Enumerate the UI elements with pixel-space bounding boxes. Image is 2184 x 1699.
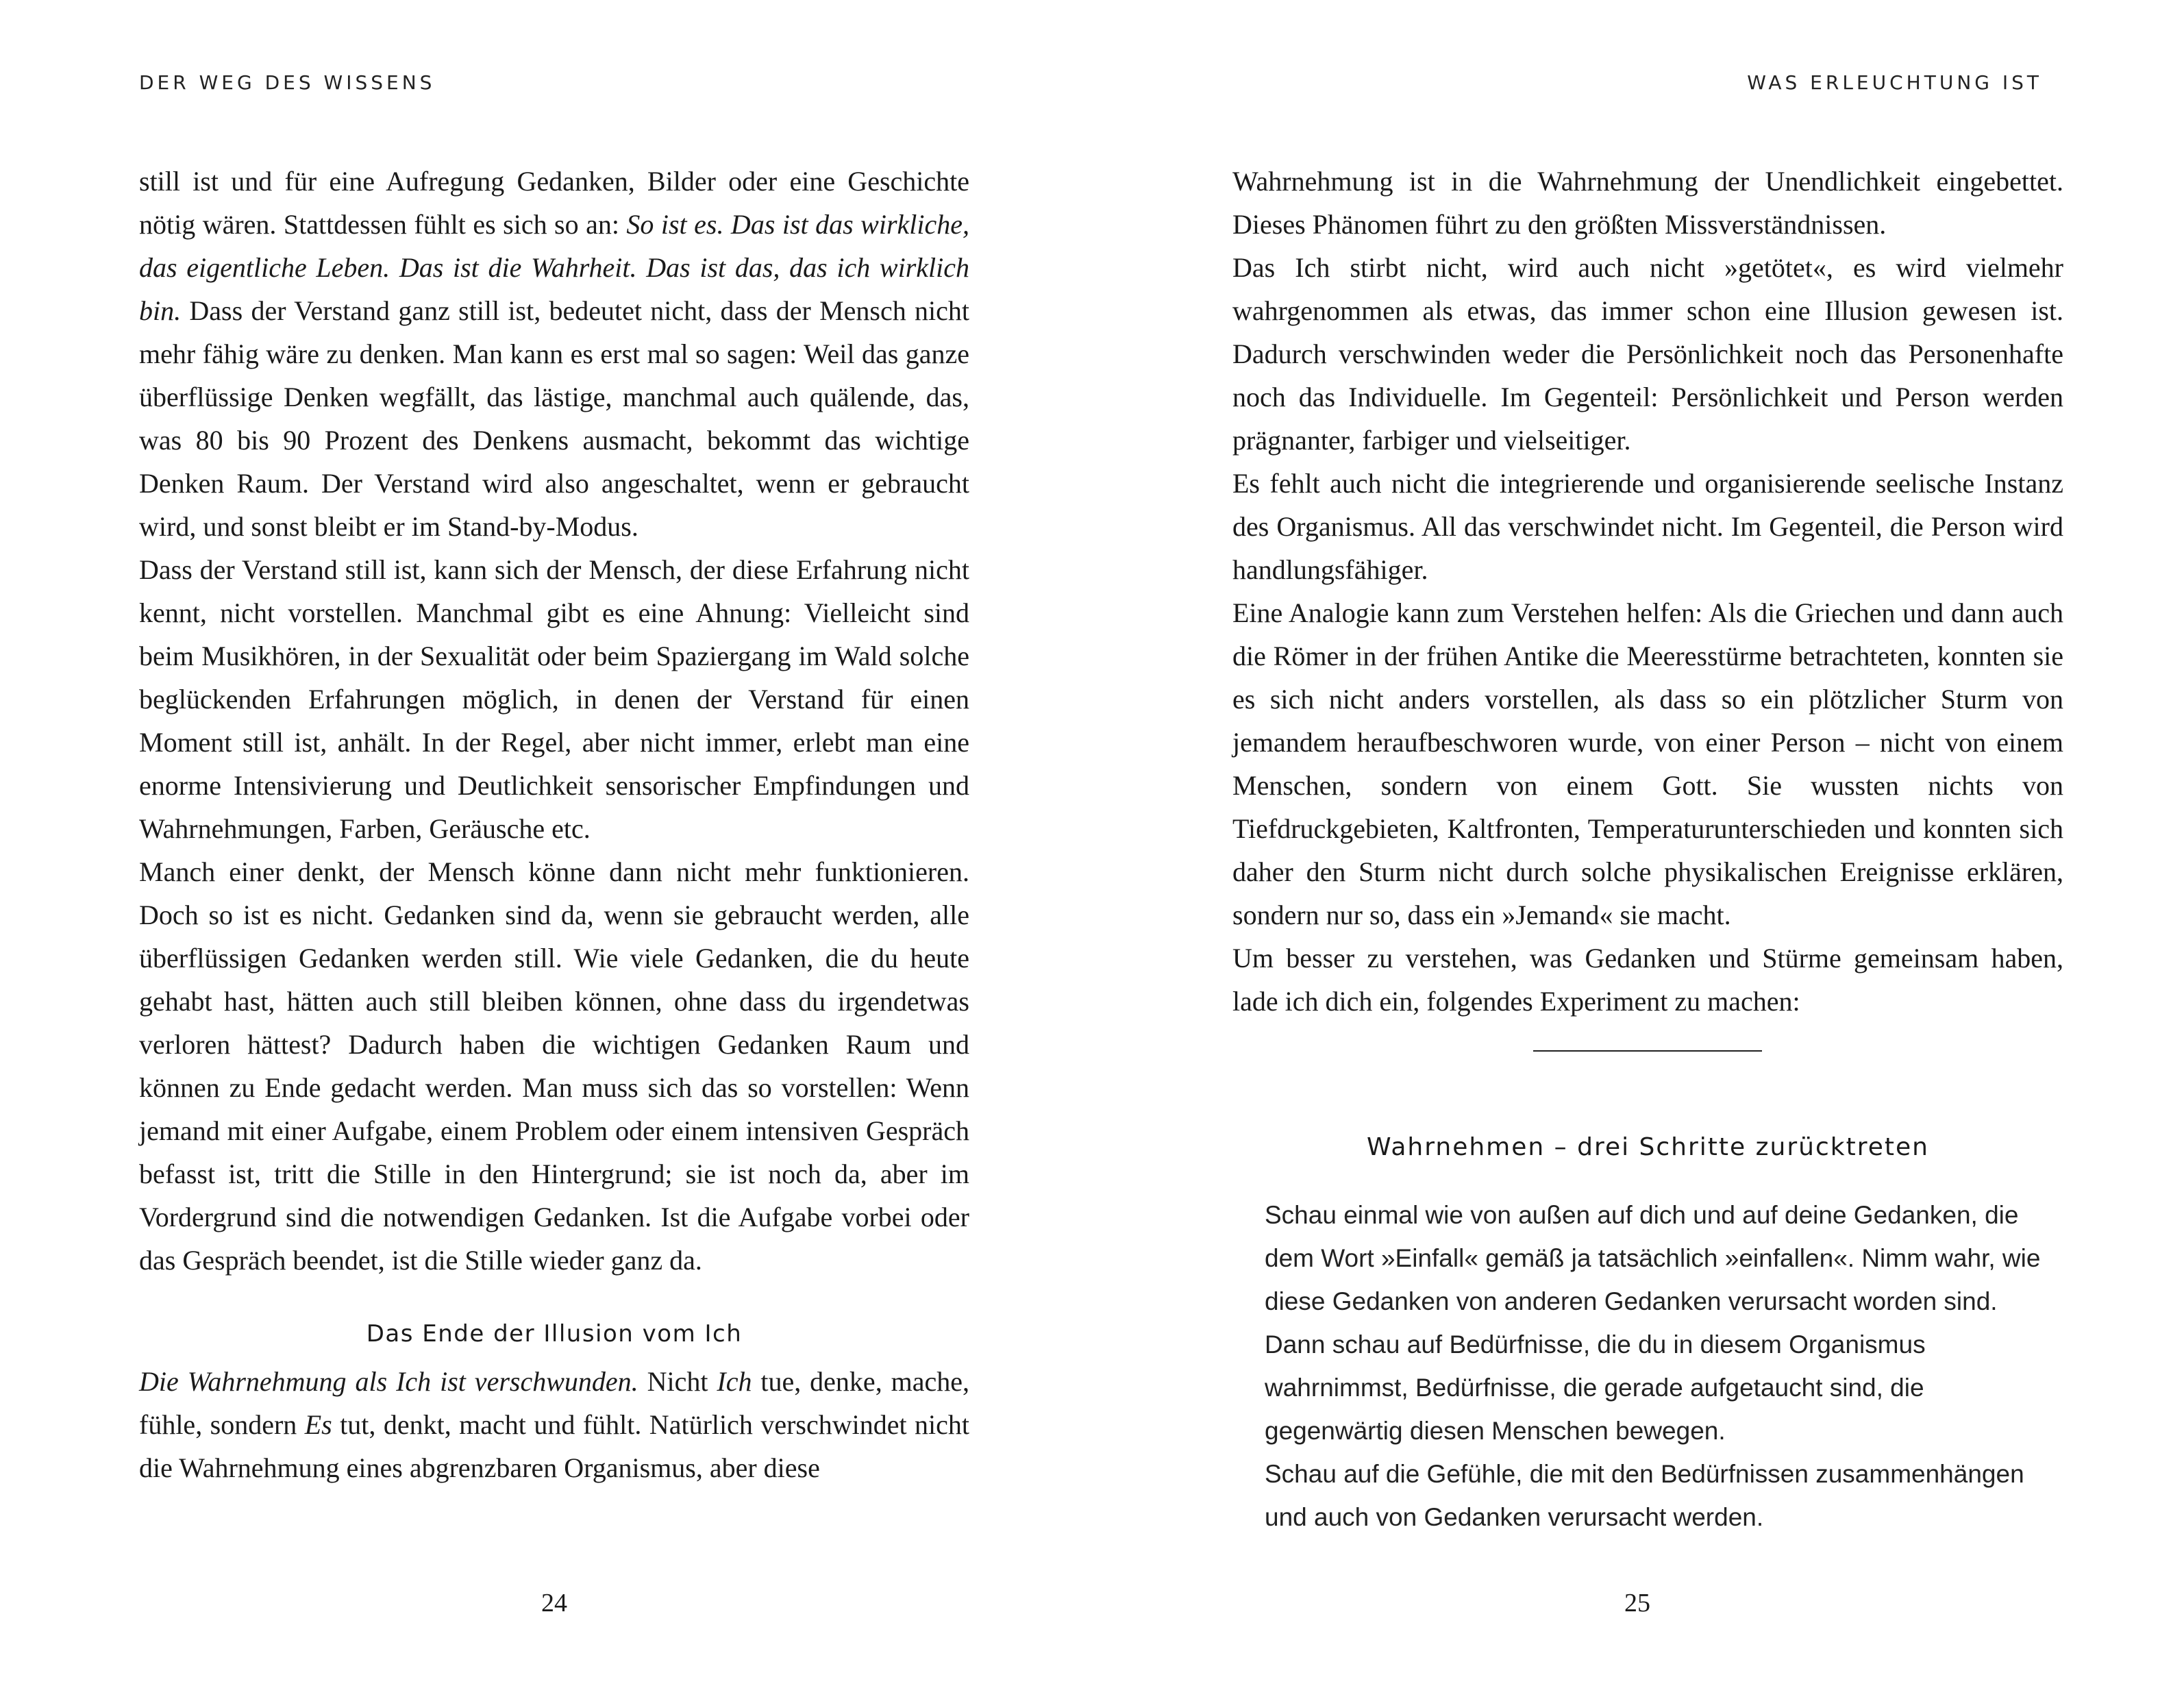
exercise-paragraph: Schau auf die Gefühle, die mit den Bedürfnissen zusammenhängen und auch von Gedanken verursacht werden. (1265, 1460, 2024, 1531)
section-heading: Das Ende der Illusion vom Ich (366, 1320, 743, 1348)
page-number-right: 25 (1624, 1589, 1650, 1617)
page-number-left: 24 (541, 1589, 567, 1617)
text-run: Nicht (638, 1366, 717, 1397)
paragraph: Dass der Verstand still ist, kann sich der Mensch, der diese Erfahrung nicht kennt, nicht vorstellen. Manchmal gibt es eine Ahnung: Vielleicht sind beim Musikhören, in der Sexualität oder beim Spaziergang im Wald solche beglückenden Erfahrungen möglich, in denen der Verstand für einen Moment still ist, anhält. In der Regel, aber nicht immer, erlebt man eine enorme Intensivierung und Deutlichkeit sensorischer Empfindungen und Wahrnehmungen, Farben, Geräusche etc. (139, 554, 969, 844)
italic-text-run: Ich (717, 1366, 752, 1397)
italic-text-run: So ist es. Das ist das wirkliche, das eigentliche Leben. Das ist die Wahrheit. Das ist das, das ich wirklich bin. (139, 209, 969, 326)
paragraph (139, 1360, 969, 1489)
text-run: still ist und für eine Aufregung Gedanken, Bilder oder eine Geschichte nötig wären. Stattdessen fühlt es sich so an: (139, 166, 969, 240)
paragraph (139, 160, 969, 548)
right-page (1092, 0, 2184, 1699)
paragraph: Eine Analogie kann zum Verstehen helfen: Als die Griechen und dann auch die Römer in der frühen Antike die Meeresstürme betrachteten, konnten sie es sich nicht anders vorstellen, als dass so ein plötzlicher Sturm von jemandem heraufbeschworen wurde, von einer Person – nicht von einem Menschen, sondern von einem Gott. Sie wussten nichts von Tiefdruckgebieten, Kaltfronten, Temperaturunterschieden und konnten sich daher den Sturm nicht durch solche physikalischen Ereignisse erklären, sondern nur so, dass ein »Jemand« sie macht. (1232, 597, 2063, 930)
italic-text-run: Es (304, 1409, 332, 1440)
exercise-paragraph: Dann schau auf Bedürfnisse, die du in diesem Organismus wahrnimmst, Bedürfnisse, die gerade aufgetaucht sind, die gegenwärtig diesen Menschen bewegen. (1265, 1330, 1926, 1445)
text-run: tue, denke, mache, fühle, sondern (139, 1366, 969, 1440)
exercise-heading: Wahrnehmen – drei Schritte zurücktreten (1367, 1133, 1929, 1161)
text-run: tut, denkt, macht und fühlt. Natürlich verschwindet nicht die Wahrnehmung eines abgrenzbaren Organismus, aber diese (139, 1409, 970, 1483)
paragraph: Es fehlt auch nicht die integrierende und organisierende seelische Instanz des Organismus. All das verschwindet nicht. Im Gegenteil, die Person wird handlungsfähiger. (1232, 468, 2063, 585)
section-divider (1533, 1050, 1762, 1052)
running-head-right: WAS ERLEUCHTUNG IST (1747, 71, 2042, 94)
left-body-text (139, 160, 969, 1489)
right-body-text (1232, 160, 2063, 1023)
running-head-left: DER WEG DES WISSENS (139, 71, 436, 94)
exercise-paragraph: Schau einmal wie von außen auf dich und auf deine Gedanken, die dem Wort »Einfall« gemäß ja tatsächlich »einfallen«. Nimm wahr, wie diese Gedanken von anderen Gedanken verursacht worden sind. (1265, 1201, 2041, 1315)
paragraph: Das Ich stirbt nicht, wird auch nicht »getötet«, es wird vielmehr wahrgenommen als etwas, das immer schon eine Illusion gewesen ist. Dadurch verschwinden weder die Persönlichkeit noch das Personenhafte noch das Individuelle. Im Gegenteil: Persönlichkeit und Person werden prägnanter, farbiger und vielseitiger. (1232, 252, 2063, 456)
paragraph: Manch einer denkt, der Mensch könne dann nicht mehr funktionieren. Doch so ist es nicht. Gedanken sind da, wenn sie gebraucht werden, alle überflüssigen Gedanken werden still. Wie viele Gedanken, die du heute gehabt hast, hätten auch still bleiben können, ohne dass du irgendetwas verloren hättest? Dadurch haben die wichtigen Gedanken Raum und können zu Ende gedacht werden. Man muss sich das so vorstellen: Wenn jemand mit einer Aufgabe, einem Problem oder einem intensiven Gespräch befasst ist, tritt die Stille in den Hintergrund; sie ist noch da, aber im Vordergrund sind die notwendigen Gedanken. Ist die Aufgabe vorbei oder das Gespräch beendet, ist die Stille wieder ganz da. (139, 856, 969, 1276)
italic-text-run: Die Wahrnehmung als Ich ist verschwunden. (139, 1366, 638, 1397)
text-run: Dass der Verstand ganz still ist, bedeutet nicht, dass der Mensch nicht mehr fähig wäre zu denken. Man kann es erst mal so sagen: Weil das ganze überflüssige Denken wegfällt, das lästige, manchmal auch quälende, das, was 80 bis 90 Prozent des Denkens ausmacht, bekommt das wichtige Denken Raum. Der Verstand wird also angeschaltet, wenn er gebraucht wird, und sonst bleibt er im Stand-by-Modus. (139, 295, 969, 542)
paragraph: Um besser zu verstehen, was Gedanken und Stürme gemeinsam haben, lade ich dich ein, folgendes Experiment zu machen: (1232, 943, 2063, 1017)
exercise-box (1265, 1193, 2059, 1539)
paragraph: Wahrnehmung ist in die Wahrnehmung der Unendlichkeit eingebettet. Dieses Phänomen führt zu den größten Missverständnissen. (1232, 166, 2063, 240)
